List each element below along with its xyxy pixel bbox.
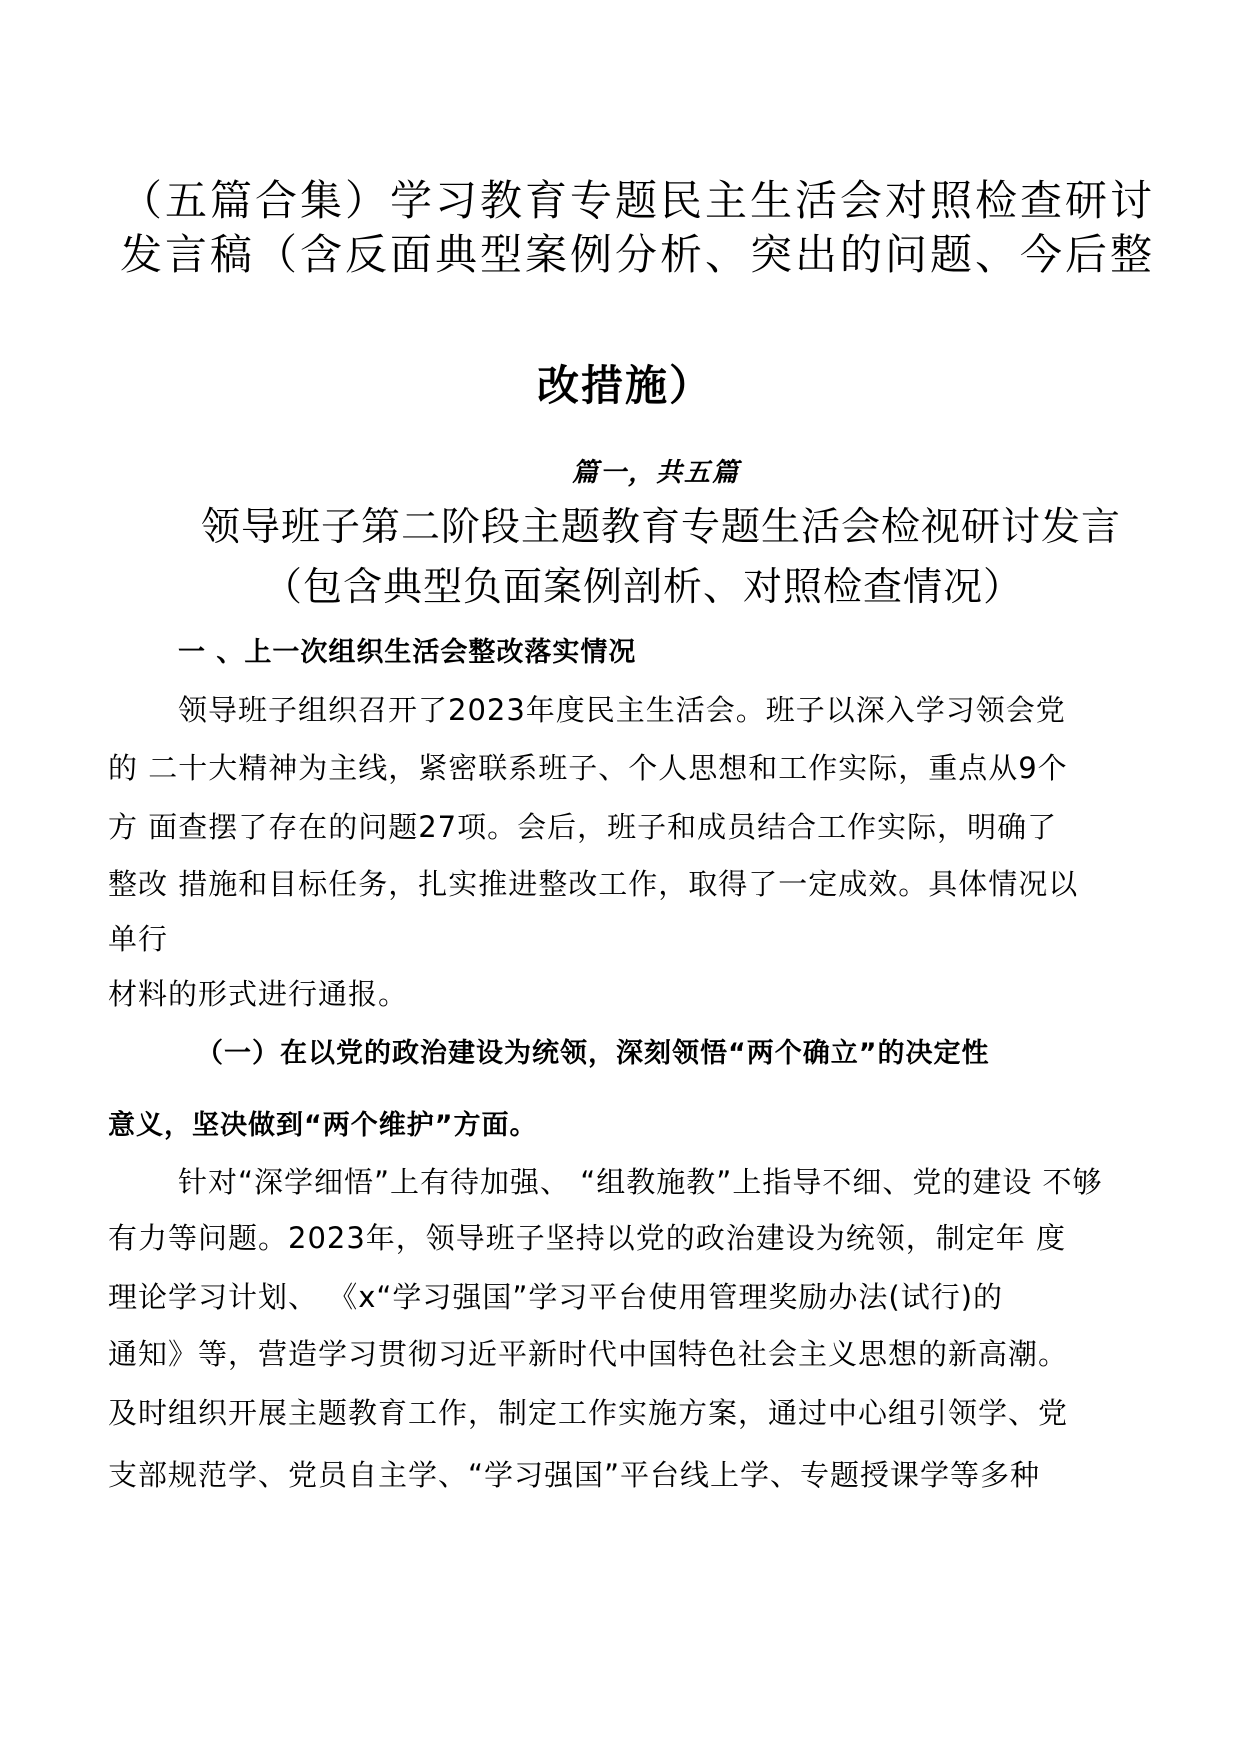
paragraph-1-line-3: 方 面查摆了存在的问题27项。会后，班子和成员结合工作实际，明确了 bbox=[108, 810, 1058, 844]
paragraph-2-line-2: 有力等问题。2023年，领导班子坚持以党的政治建设为统领，制定年 度 bbox=[108, 1221, 1067, 1255]
subtitle-line-2: （包含典型负面案例剖析、对照检查情况） bbox=[263, 565, 1024, 610]
subsection-heading-line-2: 意义，坚决做到“两个维护”方面。 bbox=[108, 1110, 538, 1141]
paragraph-1-line-1: 领导班子组织召开了2023年度民主生活会。班子以深入学习领会党 bbox=[178, 693, 1066, 727]
paragraph-1-line-5: 单行 bbox=[108, 922, 169, 956]
document-title-line-1: （五篇合集）学习教育专题民主生活会对照检查研讨 bbox=[120, 176, 1156, 225]
paragraph-2-line-6: 支部规范学、党员自主学、“学习强国”平台线上学、专题授课学等多种 bbox=[108, 1458, 1041, 1492]
paragraph-2-line-4: 通知》等，营造学习贯彻习近平新时代中国特色社会主义思想的新高潮。 bbox=[108, 1337, 1069, 1371]
paragraph-2-line-1: 针对“深学细悟”上有待加强、 “组教施教”上指导不细、党的建设 不够 bbox=[178, 1165, 1103, 1199]
paragraph-1-line-6: 材料的形式进行通报。 bbox=[108, 977, 409, 1011]
document-title-line-3: 改措施） bbox=[537, 361, 714, 410]
subtitle-line-1: 领导班子第二阶段主题教育专题生活会检视研讨发言 bbox=[201, 505, 1122, 550]
paragraph-1-line-2: 的 二十大精神为主线，紧密联系班子、个人思想和工作实际，重点从9个 bbox=[108, 751, 1068, 785]
section-heading: 一 、上一次组织生活会整改落实情况 bbox=[178, 637, 637, 668]
part-label: 篇一，共五篇 bbox=[572, 458, 741, 488]
document-title-line-2: 发言稿（含反面典型案例分析、突出的问题、今后整 bbox=[120, 230, 1156, 279]
subsection-heading-line-1: （一）在以党的政治建设为统领，深刻领悟“两个确立”的决定性 bbox=[196, 1038, 990, 1069]
paragraph-2-line-3: 理论学习计划、 《x“学习强国”学习平台使用管理奖励办法(试行)的 bbox=[108, 1280, 1004, 1314]
paragraph-1-line-4: 整改 措施和目标任务，扎实推进整改工作，取得了一定成效。具体情况以 bbox=[108, 867, 1079, 901]
paragraph-2-line-5: 及时组织开展主题教育工作，制定工作实施方案，通过中心组引领学、党 bbox=[108, 1396, 1069, 1430]
